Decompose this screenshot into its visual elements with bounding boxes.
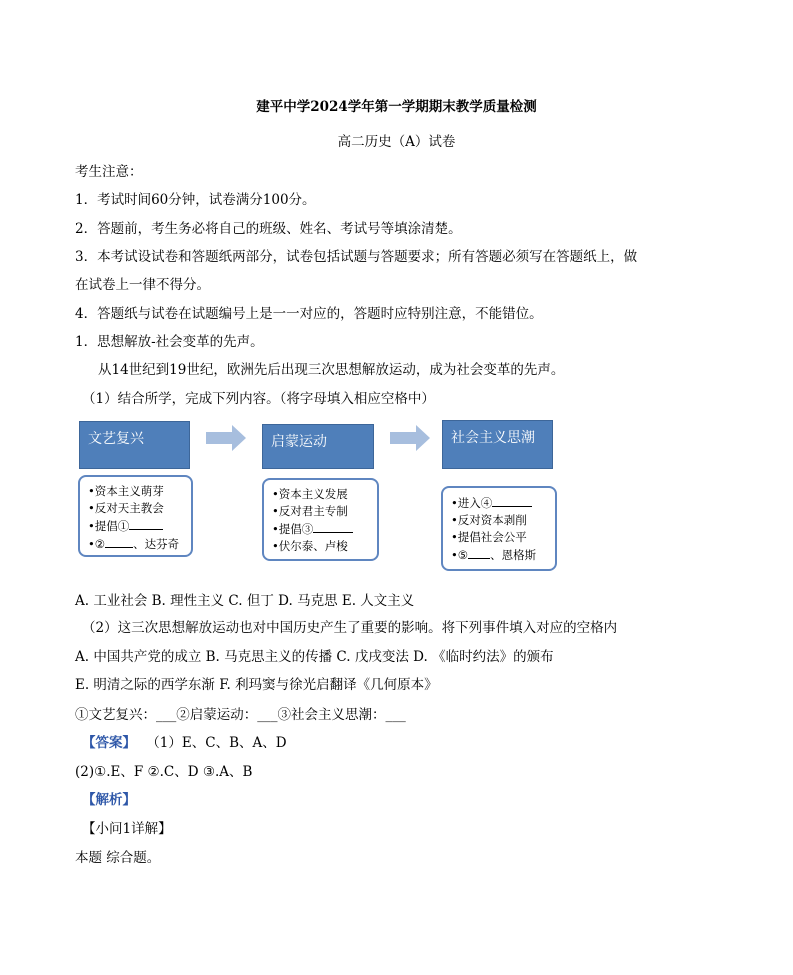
arrow-right-icon — [390, 425, 430, 451]
detail-line: 、达芬奇 — [133, 537, 180, 551]
part1-prompt: （1）结合所学，完成下列内容。（将字母填入相应空格中） — [82, 391, 435, 407]
analysis-label: 【解析】 — [82, 792, 136, 808]
detail-line: •提倡③ — [272, 522, 314, 536]
detail-line: •② — [88, 537, 106, 551]
answer-text: （1）E、C、B、A、D — [146, 735, 287, 751]
detail-box-renaissance — [78, 475, 193, 557]
notice-item: 在试卷上一律不得分。 — [75, 277, 210, 293]
answer-blank[interactable] — [129, 517, 163, 530]
question-intro: 从14世纪到19世纪，欧洲先后出现三次思想解放运动，成为社会变革的先声。 — [98, 362, 565, 378]
detail-line: •反对资本剥削 — [451, 513, 527, 527]
part2-prompt: （2）这三次思想解放运动也对中国历史产生了重要的影响。将下列事件填入对应的空格内 — [82, 620, 618, 636]
answer-blank[interactable] — [105, 535, 133, 548]
detail-line: •⑤ — [451, 548, 469, 562]
detail-line: •提倡社会公平 — [451, 530, 527, 544]
detail-line: •反对天主教会 — [88, 501, 164, 515]
detail-line: •资本主义萌芽 — [88, 484, 164, 498]
part2-blanks: ①文艺复兴：___②启蒙运动：___③社会主义思潮：___ — [75, 707, 406, 723]
answer-blank[interactable] — [313, 520, 353, 533]
answer-blank[interactable] — [492, 494, 532, 507]
notice-item: 4．答题纸与试卷在试题编号上是一一对应的，答题时应特别注意，不能错位。 — [75, 306, 543, 322]
question-title: 1．思想解放-社会变革的先声。 — [75, 334, 264, 350]
part2-options: E. 明清之际的西学东渐 F. 利玛窦与徐光启翻译《几何原本》 — [75, 677, 438, 693]
notice-item: 2．答题前，考生务必将自己的班级、姓名、考试号等填涂清楚。 — [75, 221, 462, 237]
answer-text: (2)①.E、F ②.C、D ③.A、B — [75, 764, 253, 780]
part1-options: A. 工业社会 B. 理性主义 C. 但丁 D. 马克思 E. 人文主义 — [75, 593, 415, 609]
detail-box-enlightenment — [262, 478, 379, 561]
answer-label: 【答案】 — [82, 735, 136, 751]
explanation-text: 本题 综合题。 — [75, 850, 161, 866]
exam-subtitle: 高二历史（A）试卷 — [337, 134, 456, 150]
detail-box-socialism — [441, 486, 557, 571]
detail-line: •进入④ — [451, 496, 493, 510]
header-socialism: 社会主义思潮 — [442, 420, 553, 469]
detail-line: 、恩格斯 — [490, 548, 537, 562]
exam-title: 建平中学2024学年第一学期期末教学质量检测 — [256, 99, 537, 115]
part2-options: A. 中国共产党的成立 B. 马克思主义的传播 C. 戊戌变法 D. 《临时约法》的颁布 — [75, 649, 554, 665]
answer-row — [82, 734, 287, 752]
sub-question-label: 【小问1详解】 — [82, 821, 172, 837]
notice-item: 3．本考试设试卷和答题纸两部分，试卷包括试题与答题要求；所有答题必须写在答题纸上，做 — [75, 249, 638, 265]
arrow-right-icon — [206, 425, 246, 451]
notice-heading: 考生注意： — [75, 164, 143, 180]
detail-line: •伏尔泰、卢梭 — [272, 539, 348, 553]
detail-line: •资本主义发展 — [272, 487, 348, 501]
header-enlightenment: 启蒙运动 — [262, 424, 374, 469]
detail-line: •提倡① — [88, 519, 130, 533]
header-renaissance: 文艺复兴 — [79, 421, 190, 469]
answer-blank[interactable] — [468, 546, 490, 559]
notice-item: 1．考试时间60分钟，试卷满分100分。 — [75, 192, 316, 208]
detail-line: •反对君主专制 — [272, 504, 348, 518]
